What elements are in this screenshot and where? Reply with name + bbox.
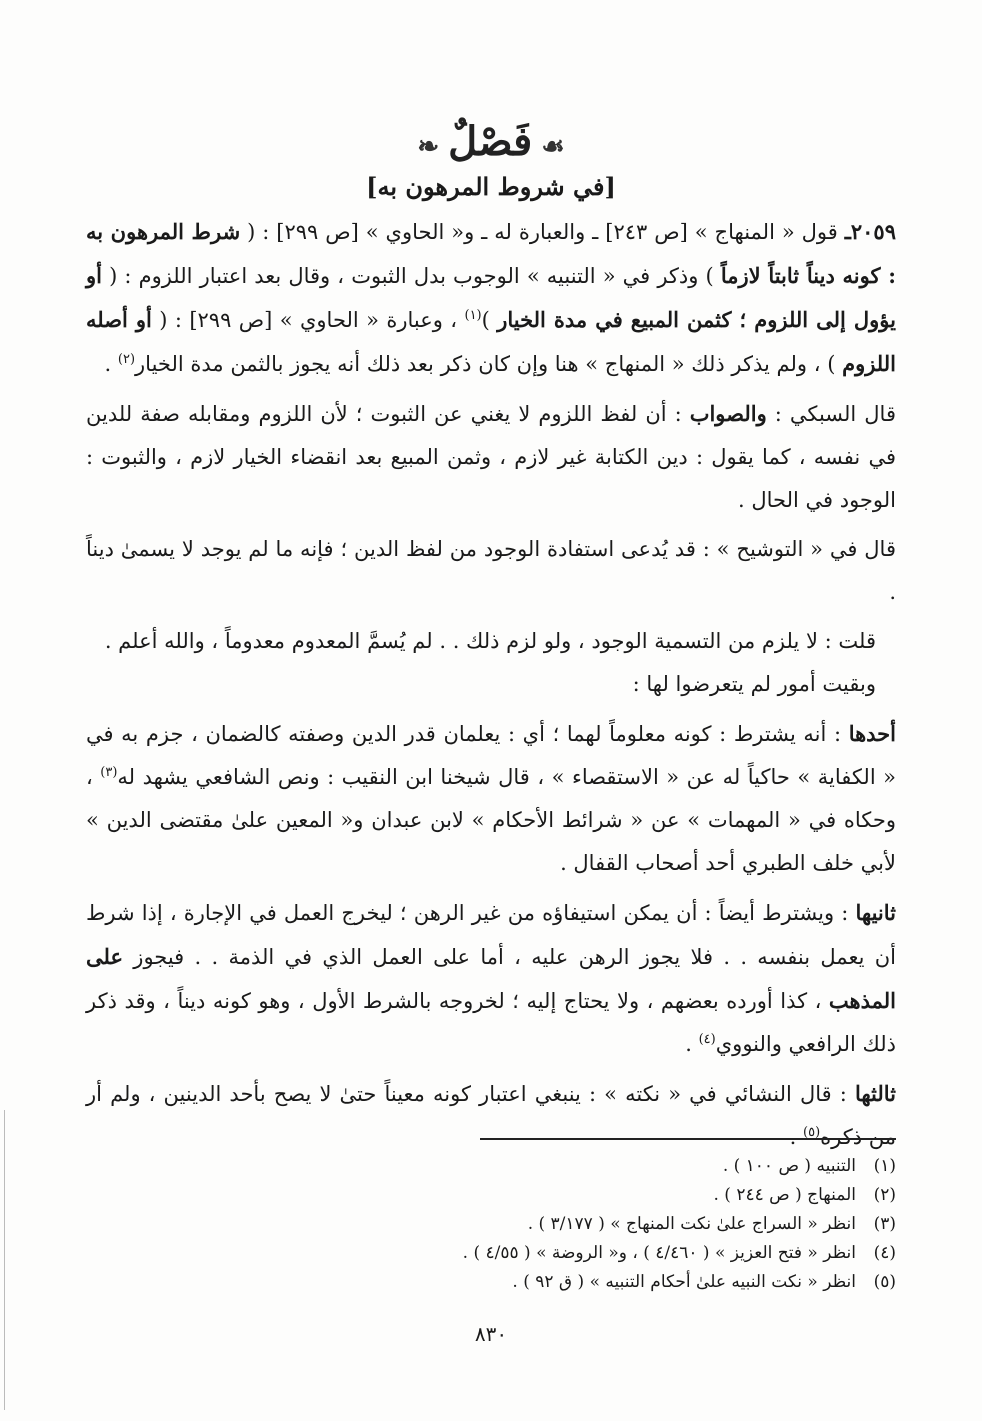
footnote-number: (١) (873, 1156, 896, 1176)
footnote-divider (480, 1138, 896, 1140)
paragraph-third-condition (86, 1072, 896, 1159)
text-run: ) وذكر في « التنبيه » الوجوب بدل الثبوت ، وقال بعد اعتبار اللزوم : ( (101, 264, 721, 288)
footnote-text: المنهاج ( ص ٢٤٤ ) . (713, 1185, 856, 1205)
footnote-item (86, 1181, 896, 1210)
bold-quote: أو يؤول إلى اللزوم ؛ كثمن المبيع في مدة الخيار (86, 263, 897, 332)
text-run: ) (481, 308, 498, 332)
text-run: . (104, 352, 118, 376)
footnote-text: انظر « السراج علىٰ نكت المنهاج » ( ٣/١٧٧ ) . (527, 1214, 856, 1234)
footnote-ref-2[interactable]: (٢) (117, 352, 136, 367)
ornament-title: فَصْلٌ (448, 118, 533, 165)
ornament-flourish-icon: ❧ (417, 132, 449, 162)
text-run: : قال النشائي في « نكته » : ينبغي اعتبار كونه معيناً حتىٰ لا يصح بأحد الدينين ، ولم أر من ذكره (86, 1082, 896, 1149)
text-run: قال السبكي : (766, 402, 896, 426)
text-run: ، وحكاه في « المهمات » عن « شرائط الأحكام » لابن عبدان و« المعين علىٰ مقتضى الدين » لأبي خلف الطبري أحد أصحاب القفال . (86, 765, 896, 875)
section-ornament (0, 118, 982, 171)
footnote-number: (٣) (873, 1214, 896, 1234)
paragraph-tawshih: قال في « التوشيح » : قد يُدعى استفادة الوجود من لفظ الدين ؛ فإنه ما لم يوجد لا يسمىٰ ديناً . (86, 537, 896, 604)
scan-margin-line (4, 1110, 5, 1410)
footnote-ref-5[interactable]: (٥) (803, 1125, 821, 1140)
footnote-number: (٤) (873, 1243, 896, 1263)
ornament-flourish-icon: ☙ (532, 132, 565, 162)
paragraph-subki (86, 392, 896, 522)
bold-term: ثالثها (854, 1081, 896, 1106)
text-run: ، كذا أورده بعضهم ، ولا يحتاج إليه ؛ لخروجه بالشرط الأول ، وهو كونه ديناً ، وقد ذكر ذلك الرافعي والنووي (86, 989, 896, 1056)
footnote-number: (٥) (873, 1272, 896, 1292)
footnote-item (86, 1239, 896, 1268)
bold-quote: أو أصله اللزوم (86, 307, 896, 376)
page-number: ٨٣٠ (474, 1322, 508, 1346)
paragraph-2059 (86, 210, 896, 386)
footnote-item (86, 1268, 896, 1297)
text-run: قول « المنهاج » [ص ٢٤٣] ـ والعبارة له ـ و« الحاوي » [ص ٢٩٩] : ( (240, 220, 845, 244)
footnote-text: انظر « نكت النبيه علىٰ أحكام التنبيه » ( ق ٩٢ ) . (512, 1272, 856, 1292)
footnote-text: التنبيه ( ص ١٠٠ ) . (722, 1156, 856, 1176)
text-run: ، وعبارة « الحاوي » [ص ٢٩٩] : ( (151, 308, 465, 332)
footnote-number: (٢) (873, 1185, 896, 1205)
paragraph-remaining: وبقيت أمور لم يتعرضوا لها : (632, 672, 876, 696)
paragraph-second-condition (86, 891, 896, 1066)
paragraph-first-condition (86, 712, 896, 885)
paragraph-qultu: قلت : لا يلزم من التسمية الوجود ، ولو لزم ذلك . . لم يُسمَّ المعدوم معدوماً ، والله أعلم . (104, 629, 876, 653)
footnote-item (86, 1210, 896, 1239)
footnote-item (86, 1152, 896, 1181)
bold-term: على المذهب (86, 944, 896, 1013)
section-title: [في شروط المرهون به] (366, 172, 616, 201)
bold-term: ثانيها (855, 900, 896, 925)
text-run: : ويشترط أيضاً : أن يمكن استيفاؤه من غير الرهن ؛ ليخرج العمل في الإجارة ، إذا شرط أن يعمل بنفسه . . فلا يجوز الرهن عليه ، أما على العمل الذي في الذمة . . فيجوز (86, 901, 896, 969)
bold-quote: شرط المرهون به : كونه ديناً ثابتاً لازماً (86, 219, 896, 288)
footnote-ref-4[interactable]: (٤) (698, 1032, 716, 1047)
footnotes (86, 1152, 896, 1297)
bold-term: أحدها (848, 721, 896, 746)
text-run: : أنه يشترط : كونه معلوماً لهما ؛ أي : يعلمان قدر الدين وصفته كالضمان ، جزم به في « الكفاية » حاكياً له عن « الاستقصاء » ، قال شيخنا ابن النقيب : ونص الشافعي يشهد له (86, 722, 897, 789)
footnote-ref-1[interactable]: (١) (464, 308, 482, 323)
bold-term: والصواب (689, 401, 767, 426)
text-run: ) ، ولم يذكر ذلك « المنهاج » هنا وإن كان ذكر بعد ذلك أنه يجوز بالثمن مدة الخيار (135, 352, 843, 376)
footnote-text: انظر « فتح العزيز » ( ٤/٤٦٠ ) ، و« الروضة » ( ٤/٥٥ ) . (462, 1243, 856, 1263)
text-run: : أن لفظ اللزوم لا يغني عن الثبوت ؛ لأن اللزوم ومقابله صفة للدين في نفسه ، كما يقول : دين الكتابة غير لازم ، وثمن المبيع بعد انقضاء الخيار لازم ، والثبوت : الوجود في الحال . (86, 402, 896, 512)
footnote-ref-3[interactable]: (٣) (100, 765, 118, 780)
text-run: . (685, 1032, 699, 1056)
text-run: . (789, 1125, 803, 1149)
main-text (86, 210, 896, 1165)
issue-number: ٢٠٥٩ـ (844, 219, 896, 244)
